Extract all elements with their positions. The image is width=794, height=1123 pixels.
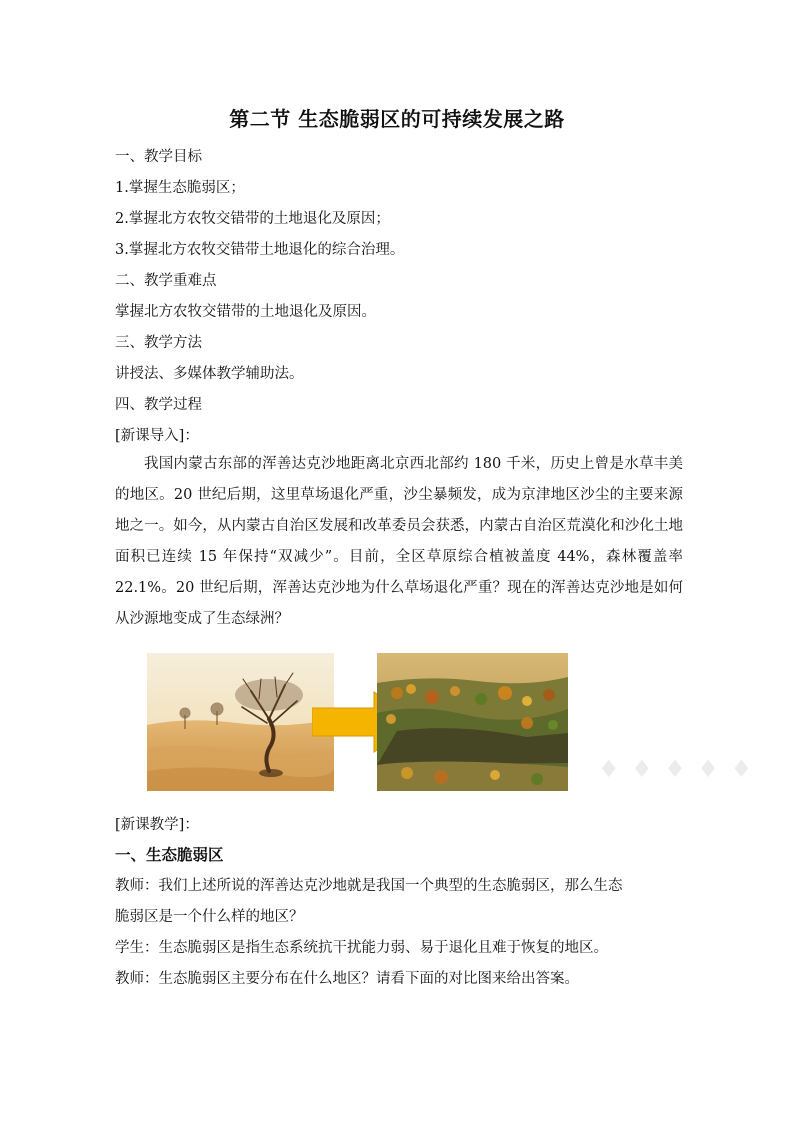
process-heading: 四、教学过程	[115, 397, 202, 413]
objective-item: 2.掌握北方农牧交错带的土地退化及原因；	[115, 211, 390, 227]
page-title: 第二节 生态脆弱区的可持续发展之路	[229, 107, 565, 131]
objectives-heading: 一、教学目标	[115, 149, 202, 165]
new-lesson-label: [新课教学]：	[115, 817, 199, 833]
desert-image	[147, 653, 334, 791]
objective-item: 3.掌握北方农牧交错带土地退化的综合治理。	[115, 242, 405, 258]
methods-text: 讲授法、多媒体教学辅助法。	[115, 366, 304, 382]
key-points-text: 掌握北方农牧交错带的土地退化及原因。	[115, 304, 376, 320]
section-heading: 一、生态脆弱区	[115, 845, 224, 864]
watermark: ♦ ♦ ♦ ♦ ♦	[598, 755, 755, 783]
methods-heading: 三、教学方法	[115, 335, 202, 351]
dialogue-line: 教师：生态脆弱区主要分布在什么地区？请看下面的对比图来给出答案。	[115, 971, 579, 987]
intro-label: [新课导入]：	[115, 428, 199, 444]
dialogue-line: 脆弱区是一个什么样的地区？	[115, 909, 304, 925]
dialogue-line: 教师：我们上述所说的浑善达克沙地就是我国一个典型的生态脆弱区，那么生态	[115, 878, 623, 894]
intro-paragraph: 我国内蒙古东部的浑善达克沙地距离北京西北部约 180 千米，历史上曾是水草丰美的地区。20 世纪后期，这里草场退化严重，沙尘暴频发，成为京津地区沙尘的主要来源地之一。如今，从内蒙古自治区发展和改革委员会获悉，内蒙古自治区荒漠化和沙化土地面积已连续 15 年保持“双减少”。目前，全区草原综合植被盖度 44%，森林覆盖率 22.1%。20 世纪后期，浑善达克沙地为什么草场退化严重？现在的浑善达克沙地是如何从沙源地变成了生态绿洲？	[115, 456, 683, 627]
key-points-heading: 二、教学重难点	[115, 273, 217, 289]
objective-item: 1.掌握生态脆弱区；	[115, 180, 245, 196]
oasis-image	[377, 653, 568, 791]
dialogue-line: 学生：生态脆弱区是指生态系统抗干扰能力弱、易于退化且难于恢复的地区。	[115, 940, 608, 956]
